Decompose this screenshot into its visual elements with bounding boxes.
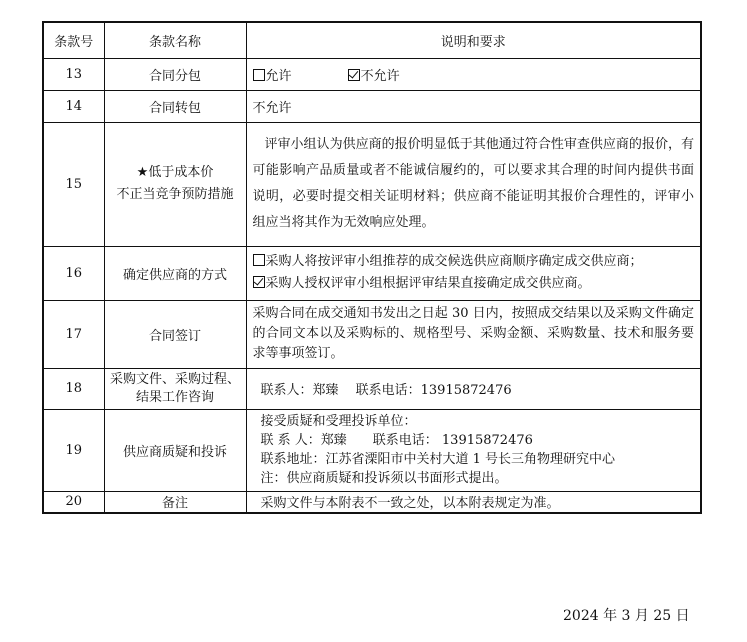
table-row xyxy=(43,122,701,246)
table-row xyxy=(43,368,701,409)
clause-name: 合同转包 xyxy=(104,90,246,122)
star-icon: ★ xyxy=(136,165,149,180)
clause-name: 采购文件、采购过程、 结果工作咨询 xyxy=(104,368,246,409)
clause-name: 合同分包 xyxy=(104,58,246,90)
header-description: 说明和要求 xyxy=(246,22,701,58)
clause-description: 不允许 xyxy=(246,90,701,122)
checkbox-checked-icon xyxy=(253,276,265,288)
option-allow: 允许 xyxy=(253,69,296,84)
clause-number: 17 xyxy=(43,300,104,368)
clause-number: 18 xyxy=(43,368,104,409)
clause-name: 合同签订 xyxy=(104,300,246,368)
clause-description: 采购合同在成交通知书发出之日起 30 日内，按照成交结果以及采购文件确定的合同文本以及采购标的、规格型号、采购金额、采购数量、技术和服务要求等事项签订。 xyxy=(246,300,701,368)
table-row xyxy=(43,409,701,491)
table-header-row xyxy=(43,22,701,58)
checkbox-checked-icon xyxy=(348,69,360,81)
option-authorize-panel: 采购人授权评审小组根据评审结果直接确定成交供应商。 xyxy=(253,273,695,295)
clause-name: 备注 xyxy=(104,491,246,513)
clause-name: ★低于成本价 不正当竞争预防措施 xyxy=(104,122,246,246)
clause-name: 供应商质疑和投诉 xyxy=(104,409,246,491)
clause-number: 19 xyxy=(43,409,104,491)
clause-name: 确定供应商的方式 xyxy=(104,246,246,300)
table-row xyxy=(43,491,701,513)
document-date: 2024 年 3 月 25 日 xyxy=(563,608,690,624)
table-row xyxy=(43,246,701,300)
clause-description: 采购文件与本附表不一致之处，以本附表规定为准。 xyxy=(246,491,701,513)
clause-description: 评审小组认为供应商的报价明显低于其他通过符合性审查供应商的报价，有可能影响产品质量或者不能诚信履约的，可以要求其合理的时间内提供书面说明，必要时提交相关证明材料；供应商不能证明其报价合理性的，评审小组应当将其作为无效响应处理。 xyxy=(246,122,701,246)
clause-description xyxy=(246,246,701,300)
checkbox-unchecked-icon xyxy=(253,254,265,266)
header-clause-number: 条款号 xyxy=(43,22,104,58)
clause-number: 13 xyxy=(43,58,104,90)
option-recommend-order: 采购人将按评审小组推荐的成交候选供应商顺序确定成交供应商； xyxy=(253,251,695,273)
table-row xyxy=(43,90,701,122)
clause-table xyxy=(42,21,702,514)
clause-number: 16 xyxy=(43,246,104,300)
clause-description: 接受质疑和受理投诉单位： 联 系 人：郑臻 联系电话： 13915872476 联系地址：江苏省溧阳市中关村大道 1 号长三角物理研究中心 注：供应商质疑和投诉须以书面形式提出。 xyxy=(246,409,701,491)
clause-number: 14 xyxy=(43,90,104,122)
option-disallow: 不允许 xyxy=(348,69,400,84)
checkbox-unchecked-icon xyxy=(253,69,265,81)
table-row xyxy=(43,58,701,90)
clause-description: 联系人：郑臻 联系电话：13915872476 xyxy=(246,368,701,409)
clause-description xyxy=(246,58,701,90)
table-row xyxy=(43,300,701,368)
clause-number: 15 xyxy=(43,122,104,246)
clause-number: 20 xyxy=(43,491,104,513)
header-clause-name: 条款名称 xyxy=(104,22,246,58)
